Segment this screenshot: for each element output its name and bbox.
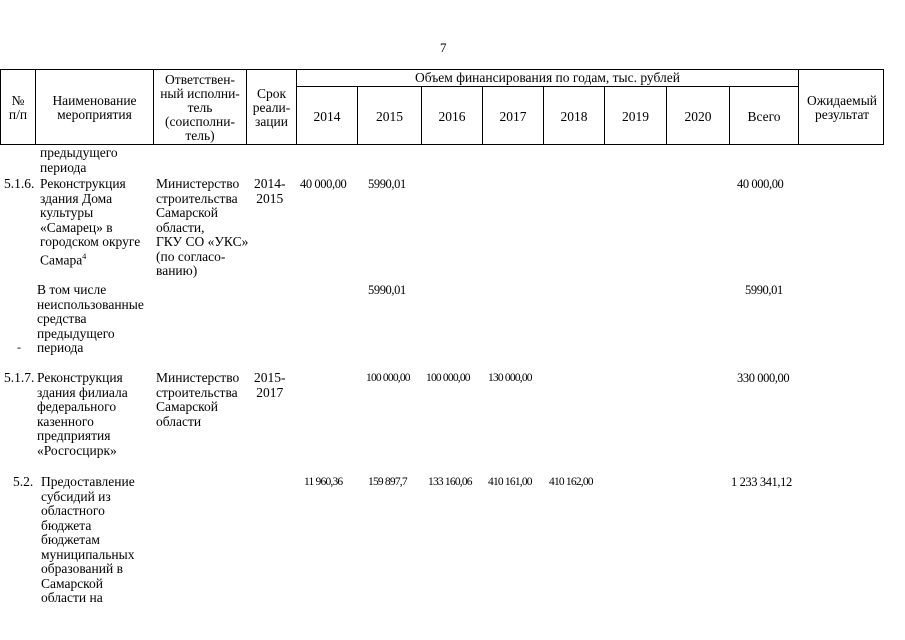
value-total: 40 000,00 bbox=[737, 177, 784, 191]
row-name: предыдущего периода bbox=[40, 145, 118, 175]
value-2017: 130 000,00 bbox=[488, 372, 532, 384]
row-term: 2014- 2015 bbox=[254, 176, 286, 206]
value-2014: 40 000,00 bbox=[300, 177, 347, 191]
row-name: Реконструкция здания филиала федерального казенного предприятия «Росгосцирк» bbox=[37, 370, 128, 458]
col-result-header: Ожидаемый результат bbox=[807, 93, 877, 122]
value-2017: 410 161,00 bbox=[488, 476, 532, 488]
col-responsible-header: Ответствен- ный исполни- тель (соисполни- тель) bbox=[160, 72, 240, 143]
col-term-header: Срок реали- зации bbox=[252, 86, 291, 129]
total-header: Всего bbox=[747, 108, 781, 124]
year-header: 2019 bbox=[622, 108, 649, 124]
year-header: 2018 bbox=[560, 108, 588, 124]
year-header: 2015 bbox=[376, 108, 403, 124]
value-2015: 100 000,00 bbox=[366, 372, 410, 384]
row-name: Предоставление субсидий из областного бюджета бюджетам муниципальных образований в Самарской области на bbox=[41, 474, 135, 605]
table-header bbox=[0, 69, 884, 145]
value-total: 5990,01 bbox=[745, 283, 783, 297]
value-total: 1 233 341,12 bbox=[731, 475, 792, 489]
footnote-marker: 4 bbox=[82, 251, 87, 261]
row-name: В том числе неиспользованные средства предыдущего периода bbox=[37, 282, 144, 355]
col-name-header: Наименование мероприятия bbox=[52, 93, 137, 122]
value-2015: 159 897,7 bbox=[368, 476, 407, 488]
row-responsible: Министерство строительства Самарской области, ГКУ СО «УКС» (по согласо- ванию) bbox=[156, 176, 249, 278]
value-2016: 133 160,06 bbox=[428, 476, 472, 488]
row-number: 5.1.6. bbox=[4, 176, 35, 191]
year-header: 2016 bbox=[438, 108, 466, 124]
page-number: 7 bbox=[440, 40, 447, 55]
value-2015: 5990,01 bbox=[368, 283, 406, 297]
year-header: 2014 bbox=[313, 108, 341, 124]
value-2016: 100 000,00 bbox=[426, 372, 470, 384]
value-2015: 5990,01 bbox=[368, 177, 406, 191]
row-number: 5.1.7. bbox=[4, 370, 35, 385]
year-header: 2020 bbox=[684, 108, 712, 124]
year-header: 2017 bbox=[499, 108, 527, 124]
col-funding-header: Объем финансирования по годам, тыс. рублей bbox=[415, 70, 680, 85]
value-total: 330 000,00 bbox=[737, 371, 790, 385]
row-name: Реконструкция здания Дома культуры «Самарец» в городском округе Самара$^4$ bbox=[40, 176, 141, 267]
value-2014: 11 960,36 bbox=[304, 476, 343, 488]
value-2018: 410 162,00 bbox=[549, 476, 593, 488]
row-term: 2015- 2017 bbox=[254, 370, 286, 400]
row-responsible: Министерство строительства Самарской области bbox=[156, 370, 240, 429]
stray-mark: - bbox=[17, 340, 21, 354]
col-num-header: № п/п bbox=[8, 93, 28, 122]
row-number: 5.2. bbox=[13, 474, 34, 489]
